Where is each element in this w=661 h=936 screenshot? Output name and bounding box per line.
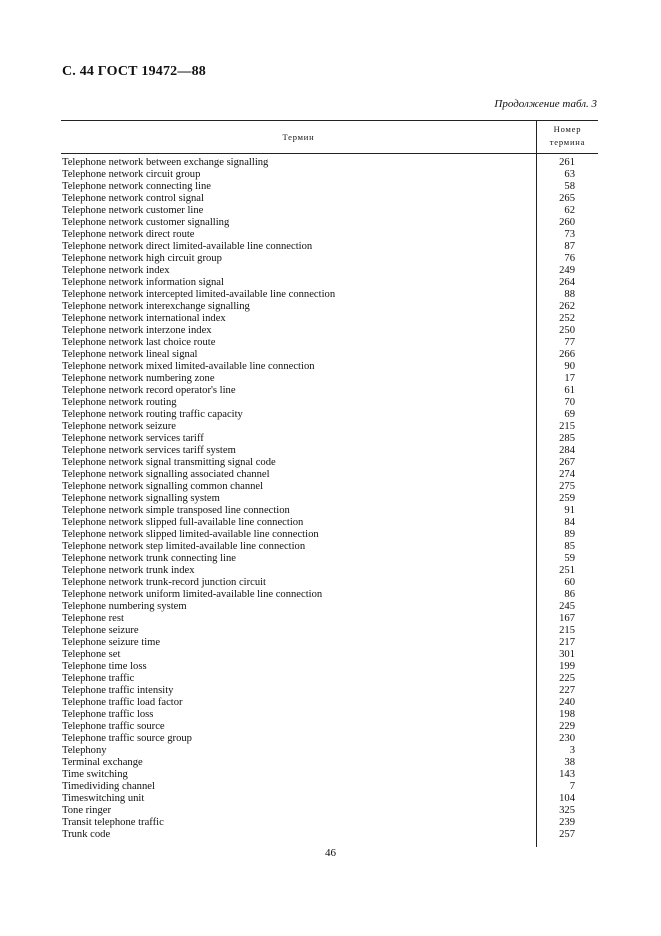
term-number-cell: 17 bbox=[564, 373, 575, 384]
table-row bbox=[61, 457, 598, 469]
term-number-cell: 274 bbox=[559, 469, 575, 480]
term-cell: Telephone network intercepted limited-available line connection bbox=[62, 289, 336, 300]
term-number-cell: 264 bbox=[559, 277, 575, 288]
table-row bbox=[61, 361, 598, 373]
term-number-cell: 60 bbox=[564, 577, 575, 588]
term-cell: Telephone network lineal signal bbox=[62, 349, 198, 360]
page-number: 46 bbox=[325, 847, 336, 859]
term-number-cell: 325 bbox=[559, 805, 575, 816]
table-row bbox=[61, 565, 598, 577]
table-row bbox=[61, 637, 598, 649]
table-row bbox=[61, 289, 598, 301]
table-row bbox=[61, 589, 598, 601]
term-cell: Telephone traffic loss bbox=[62, 709, 154, 720]
term-cell: Telephone time loss bbox=[62, 661, 147, 672]
table-row bbox=[61, 421, 598, 433]
term-cell: Telephone network seizure bbox=[62, 421, 176, 432]
term-cell: Telephone network trunk-record junction circuit bbox=[62, 577, 266, 588]
table-row bbox=[61, 337, 598, 349]
term-number-cell: 63 bbox=[564, 169, 575, 180]
term-cell: Terminal exchange bbox=[62, 757, 143, 768]
table-row bbox=[61, 193, 598, 205]
term-cell: Telephone traffic source group bbox=[62, 733, 192, 744]
term-number-cell: 227 bbox=[559, 685, 575, 696]
table-row bbox=[61, 277, 598, 289]
term-cell: Telephone network direct route bbox=[62, 229, 195, 240]
term-number-cell: 230 bbox=[559, 733, 575, 744]
term-cell: Telephone traffic intensity bbox=[62, 685, 174, 696]
term-number-cell: 91 bbox=[564, 505, 575, 516]
table-row bbox=[61, 529, 598, 541]
term-cell: Telephone network trunk connecting line bbox=[62, 553, 236, 564]
term-cell: Telephone network international index bbox=[62, 313, 226, 324]
term-cell: Telephone network direct limited-available line connection bbox=[62, 241, 313, 252]
table-row bbox=[61, 661, 598, 673]
table-row bbox=[61, 205, 598, 217]
column-header-number-line2: термина bbox=[549, 137, 586, 147]
term-number-cell: 88 bbox=[564, 289, 575, 300]
term-cell: Telephone network mixed limited-available line connection bbox=[62, 361, 315, 372]
term-number-cell: 76 bbox=[564, 253, 575, 264]
table-row bbox=[61, 733, 598, 745]
term-cell: Telephone network interexchange signalling bbox=[62, 301, 250, 312]
term-cell: Telephone network services tariff system bbox=[62, 445, 236, 456]
term-number-cell: 85 bbox=[564, 541, 575, 552]
table-row bbox=[61, 241, 598, 253]
table-row bbox=[61, 481, 598, 493]
term-number-cell: 84 bbox=[564, 517, 575, 528]
table-row bbox=[61, 313, 598, 325]
term-number-cell: 265 bbox=[559, 193, 575, 204]
table-continuation-label: Продолжение табл. 3 bbox=[494, 98, 597, 110]
term-number-cell: 285 bbox=[559, 433, 575, 444]
term-cell: Telephone rest bbox=[62, 613, 124, 624]
term-cell: Time switching bbox=[62, 769, 128, 780]
table-row bbox=[61, 757, 598, 769]
table-row bbox=[61, 373, 598, 385]
table-row bbox=[61, 181, 598, 193]
term-number-cell: 70 bbox=[564, 397, 575, 408]
term-cell: Telephone network uniform limited-available line connection bbox=[62, 589, 323, 600]
term-number-cell: 69 bbox=[564, 409, 575, 420]
table-row bbox=[61, 541, 598, 553]
term-number-cell: 38 bbox=[564, 757, 575, 768]
term-cell: Telephone numbering system bbox=[62, 601, 187, 612]
term-number-cell: 229 bbox=[559, 721, 575, 732]
column-header-number-line1: Номер bbox=[553, 124, 582, 134]
table-body bbox=[61, 154, 598, 841]
term-cell: Telephone network trunk index bbox=[62, 565, 195, 576]
term-cell: Telephone network record operator's line bbox=[62, 385, 236, 396]
table-header bbox=[61, 120, 598, 154]
table-row bbox=[61, 625, 598, 637]
term-cell: Trunk code bbox=[62, 829, 111, 840]
term-number-cell: 240 bbox=[559, 697, 575, 708]
table-row bbox=[61, 673, 598, 685]
term-cell: Telephone traffic load factor bbox=[62, 697, 183, 708]
table-row bbox=[61, 157, 598, 169]
table-row bbox=[61, 721, 598, 733]
term-number-cell: 61 bbox=[564, 385, 575, 396]
term-cell: Telephone network routing bbox=[62, 397, 177, 408]
term-number-cell: 251 bbox=[559, 565, 575, 576]
term-cell: Telephone network between exchange signalling bbox=[62, 157, 269, 168]
term-number-cell: 260 bbox=[559, 217, 575, 228]
term-cell: Telephone traffic source bbox=[62, 721, 165, 732]
table-row bbox=[61, 577, 598, 589]
table-row bbox=[61, 505, 598, 517]
term-number-cell: 257 bbox=[559, 829, 575, 840]
table-row bbox=[61, 493, 598, 505]
term-number-cell: 252 bbox=[559, 313, 575, 324]
table-row bbox=[61, 325, 598, 337]
term-cell: Telephone network information signal bbox=[62, 277, 224, 288]
column-header-term: Термин bbox=[61, 121, 537, 153]
term-number-cell: 249 bbox=[559, 265, 575, 276]
table-row bbox=[61, 301, 598, 313]
term-number-cell: 239 bbox=[559, 817, 575, 828]
table-row bbox=[61, 685, 598, 697]
term-number-cell: 266 bbox=[559, 349, 575, 360]
table-row bbox=[61, 805, 598, 817]
term-cell: Telephone network slipped limited-available line connection bbox=[62, 529, 319, 540]
term-number-cell: 198 bbox=[559, 709, 575, 720]
term-cell: Telephone network signalling common channel bbox=[62, 481, 264, 492]
table-row bbox=[61, 349, 598, 361]
term-number-cell: 284 bbox=[559, 445, 575, 456]
term-cell: Telephone network slipped full-available line connection bbox=[62, 517, 304, 528]
table-row bbox=[61, 433, 598, 445]
column-header-number bbox=[537, 123, 598, 149]
table-row bbox=[61, 265, 598, 277]
term-number-cell: 7 bbox=[569, 781, 575, 792]
page-header: С. 44 ГОСТ 19472—88 bbox=[62, 64, 206, 79]
table-row bbox=[61, 781, 598, 793]
term-number-cell: 62 bbox=[564, 205, 575, 216]
table-row bbox=[61, 469, 598, 481]
term-cell: Transit telephone traffic bbox=[62, 817, 164, 828]
table-row bbox=[61, 445, 598, 457]
term-number-cell: 58 bbox=[564, 181, 575, 192]
table-row bbox=[61, 217, 598, 229]
table-row bbox=[61, 169, 598, 181]
term-number-cell: 87 bbox=[564, 241, 575, 252]
term-number-cell: 225 bbox=[559, 673, 575, 684]
term-number-cell: 199 bbox=[559, 661, 575, 672]
term-number-cell: 77 bbox=[564, 337, 575, 348]
table-row bbox=[61, 385, 598, 397]
term-cell: Telephone network customer line bbox=[62, 205, 204, 216]
term-cell: Telephone network step limited-available line connection bbox=[62, 541, 306, 552]
term-cell: Timedividing channel bbox=[62, 781, 155, 792]
term-number-cell: 86 bbox=[564, 589, 575, 600]
term-number-cell: 3 bbox=[569, 745, 575, 756]
term-number-cell: 261 bbox=[559, 157, 575, 168]
term-cell: Telephone network signalling system bbox=[62, 493, 220, 504]
table-row bbox=[61, 649, 598, 661]
table-row bbox=[61, 829, 598, 841]
term-cell: Telephone network simple transposed line connection bbox=[62, 505, 290, 516]
term-number-cell: 259 bbox=[559, 493, 575, 504]
term-cell: Telephone network routing traffic capacity bbox=[62, 409, 243, 420]
term-cell: Telephone traffic bbox=[62, 673, 135, 684]
term-number-cell: 301 bbox=[559, 649, 575, 660]
term-cell: Telephone network interzone index bbox=[62, 325, 212, 336]
term-number-cell: 215 bbox=[559, 625, 575, 636]
term-number-cell: 275 bbox=[559, 481, 575, 492]
terms-table bbox=[61, 120, 598, 841]
term-cell: Telephone network circuit group bbox=[62, 169, 201, 180]
table-row bbox=[61, 817, 598, 829]
table-row bbox=[61, 745, 598, 757]
term-number-cell: 215 bbox=[559, 421, 575, 432]
table-row bbox=[61, 253, 598, 265]
term-number-cell: 89 bbox=[564, 529, 575, 540]
term-cell: Telephone network customer signalling bbox=[62, 217, 230, 228]
table-row bbox=[61, 397, 598, 409]
table-row bbox=[61, 229, 598, 241]
term-number-cell: 267 bbox=[559, 457, 575, 468]
term-cell: Telephone network connecting line bbox=[62, 181, 211, 192]
term-cell: Telephone network numbering zone bbox=[62, 373, 215, 384]
term-cell: Telephone network signalling associated channel bbox=[62, 469, 270, 480]
term-number-cell: 73 bbox=[564, 229, 575, 240]
table-row bbox=[61, 709, 598, 721]
term-cell: Telephone network last choice route bbox=[62, 337, 216, 348]
term-cell: Tone ringer bbox=[62, 805, 111, 816]
term-number-cell: 104 bbox=[559, 793, 575, 804]
term-number-cell: 250 bbox=[559, 325, 575, 336]
table-row bbox=[61, 517, 598, 529]
term-cell: Telephone seizure time bbox=[62, 637, 161, 648]
term-number-cell: 90 bbox=[564, 361, 575, 372]
term-number-cell: 217 bbox=[559, 637, 575, 648]
term-number-cell: 245 bbox=[559, 601, 575, 612]
term-cell: Timeswitching unit bbox=[62, 793, 145, 804]
term-cell: Telephone network signal transmitting signal code bbox=[62, 457, 276, 468]
table-row bbox=[61, 697, 598, 709]
table-row bbox=[61, 409, 598, 421]
term-cell: Telephony bbox=[62, 745, 107, 756]
table-row bbox=[61, 769, 598, 781]
table-row bbox=[61, 613, 598, 625]
term-number-cell: 59 bbox=[564, 553, 575, 564]
table-row bbox=[61, 793, 598, 805]
term-number-cell: 167 bbox=[559, 613, 575, 624]
term-cell: Telephone network control signal bbox=[62, 193, 204, 204]
term-number-cell: 143 bbox=[559, 769, 575, 780]
term-cell: Telephone seizure bbox=[62, 625, 139, 636]
table-row bbox=[61, 601, 598, 613]
term-cell: Telephone network high circuit group bbox=[62, 253, 222, 264]
term-cell: Telephone network index bbox=[62, 265, 170, 276]
term-number-cell: 262 bbox=[559, 301, 575, 312]
term-cell: Telephone network services tariff bbox=[62, 433, 204, 444]
table-row bbox=[61, 553, 598, 565]
term-cell: Telephone set bbox=[62, 649, 121, 660]
